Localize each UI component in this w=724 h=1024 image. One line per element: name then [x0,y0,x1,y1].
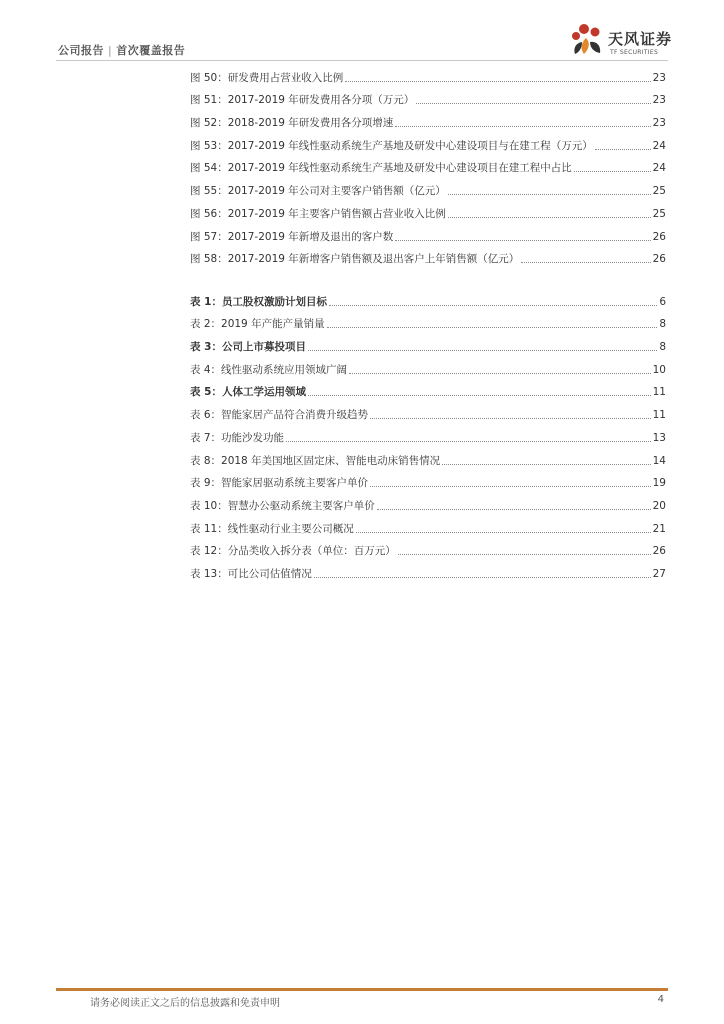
figure-toc-entry[interactable] [190,244,666,267]
report-subtype: 首次覆盖报告 [116,44,186,57]
figure-toc-entry[interactable] [190,198,666,221]
toc-leader-dots [395,240,650,241]
figure-toc-entry[interactable] [190,153,666,176]
toc-leader-dots [370,418,651,419]
report-header [58,42,185,58]
figure-toc-entry[interactable] [190,85,666,108]
table-toc-entry[interactable] [190,513,666,536]
company-logo [570,22,673,62]
toc-leader-dots [395,126,650,127]
toc-entry-label[interactable]: 表 8：2018 年美国地区固定床、智能电动床销售情况 [190,454,441,467]
toc-leader-dots [416,103,650,104]
toc-entry-label[interactable]: 表 7：功能沙发功能 [190,431,285,444]
report-type: 公司报告 [58,44,104,57]
figure-toc-list [190,62,666,266]
table-toc-entry[interactable] [190,490,666,513]
toc-page-number: 6 [659,295,666,308]
figure-toc-entry[interactable] [190,221,666,244]
logo-name-en: TF SECURITIES [610,49,659,56]
toc-page-number: 26 [652,545,666,558]
toc-leader-dots [370,486,651,487]
toc-entry-label[interactable]: 表 11：线性驱动行业主要公司概况 [190,522,354,535]
toc-leader-dots [345,81,650,82]
table-toc-entry[interactable] [190,354,666,377]
toc-page-number: 13 [652,431,666,444]
figure-toc-entry[interactable] [190,175,666,198]
toc-entry-label[interactable]: 图 51：2017-2019 年研发费用各分项（万元） [190,94,415,107]
toc-entry-label[interactable]: 表 9：智能家居驱动系统主要客户单价 [190,477,369,490]
toc-entry-label[interactable]: 图 54：2017-2019 年线性驱动系统生产基地及研发中心建设项目在建工程中占比 [190,162,572,175]
toc-page-number: 25 [652,207,666,220]
toc-page-number: 11 [652,386,666,399]
toc-leader-dots [286,441,651,442]
toc-page-number: 8 [659,341,666,354]
toc-page-number: 24 [652,139,666,152]
toc-page-number: 25 [652,185,666,198]
toc-leader-dots [349,373,651,374]
table-toc-entry[interactable] [190,331,666,354]
table-toc-entry[interactable] [190,468,666,491]
toc-page-number: 8 [659,318,666,331]
toc-leader-dots [448,217,651,218]
table-toc-list [190,286,666,581]
toc-page-number: 26 [652,253,666,266]
toc-leader-dots [398,554,651,555]
table-toc-entry[interactable] [190,286,666,309]
toc-page-number: 14 [652,454,666,467]
toc-leader-dots [329,305,657,306]
figure-toc-entry[interactable] [190,107,666,130]
toc-page-number: 23 [652,117,666,130]
toc-leader-dots [521,262,650,263]
toc-entry-label[interactable]: 表 12：分品类收入拆分表（单位：百万元） [190,545,396,558]
toc-leader-dots [314,577,651,578]
toc-entry-label[interactable]: 表 1：员工股权激励计划目标 [190,295,327,308]
page-number: 4 [657,994,664,1005]
table-toc-entry[interactable] [190,445,666,468]
toc-entry-label[interactable]: 表 2：2019 年产能产量销量 [190,318,325,331]
toc-entry-label[interactable]: 表 10：智慧办公驱动系统主要客户单价 [190,499,375,512]
toc-leader-dots [308,350,657,351]
toc-entry-label[interactable]: 表 4：线性驱动系统应用领域广阔 [190,363,348,376]
toc-entry-label[interactable]: 图 50：研发费用占营业收入比例 [190,71,344,84]
toc-entry-label[interactable]: 表 5：人体工学运用领域 [190,386,306,399]
toc-page-number: 10 [652,363,666,376]
toc-page-number: 20 [652,499,666,512]
toc-leader-dots [327,327,658,328]
table-toc-entry[interactable] [190,558,666,581]
toc-leader-dots [448,194,651,195]
header-divider [56,60,668,61]
toc-page-number: 11 [652,409,666,422]
logo-emblem-icon [570,22,608,62]
toc-leader-dots [377,509,651,510]
toc-entry-label[interactable]: 表 3：公司上市募投项目 [190,341,306,354]
toc-entry-label[interactable]: 图 56：2017-2019 年主要客户销售额占营业收入比例 [190,207,446,220]
toc-page-number: 27 [652,567,666,580]
figure-toc-entry[interactable] [190,62,666,85]
toc-entry-label[interactable]: 图 52：2018-2019 年研发费用各分项增速 [190,117,394,130]
table-toc-entry[interactable] [190,377,666,400]
table-toc-entry[interactable] [190,536,666,559]
logo-name-cn: 天风证券 [608,30,673,48]
toc-leader-dots [442,464,651,465]
table-toc-entry[interactable] [190,399,666,422]
toc-page-number: 26 [652,230,666,243]
footer-disclaimer: 请务必阅读正文之后的信息披露和免责申明 [90,998,280,1009]
toc-entry-label[interactable]: 图 55：2017-2019 年公司对主要客户销售额（亿元） [190,185,446,198]
toc-leader-dots [574,171,651,172]
toc-entry-label[interactable]: 图 57：2017-2019 年新增及退出的客户数 [190,230,394,243]
toc-leader-dots [308,395,651,396]
toc-leader-dots [595,149,651,150]
toc-page-number: 23 [652,94,666,107]
table-toc-entry[interactable] [190,422,666,445]
toc-page-number: 19 [652,477,666,490]
toc-entry-label[interactable]: 图 53：2017-2019 年线性驱动系统生产基地及研发中心建设项目与在建工程（万元） [190,139,593,152]
footer-divider [56,988,668,991]
toc-entry-label[interactable]: 表 6：智能家居产品符合消费升级趋势 [190,409,369,422]
toc-page-number: 23 [652,71,666,84]
toc-page-number: 21 [652,522,666,535]
toc-entry-label[interactable]: 图 58：2017-2019 年新增客户销售额及退出客户上年销售额（亿元） [190,253,520,266]
header-separator: | [108,44,113,57]
figure-toc-entry[interactable] [190,130,666,153]
toc-leader-dots [356,532,651,533]
toc-entry-label[interactable]: 表 13：可比公司估值情况 [190,567,312,580]
toc-page-number: 24 [652,162,666,175]
table-toc-entry[interactable] [190,309,666,332]
